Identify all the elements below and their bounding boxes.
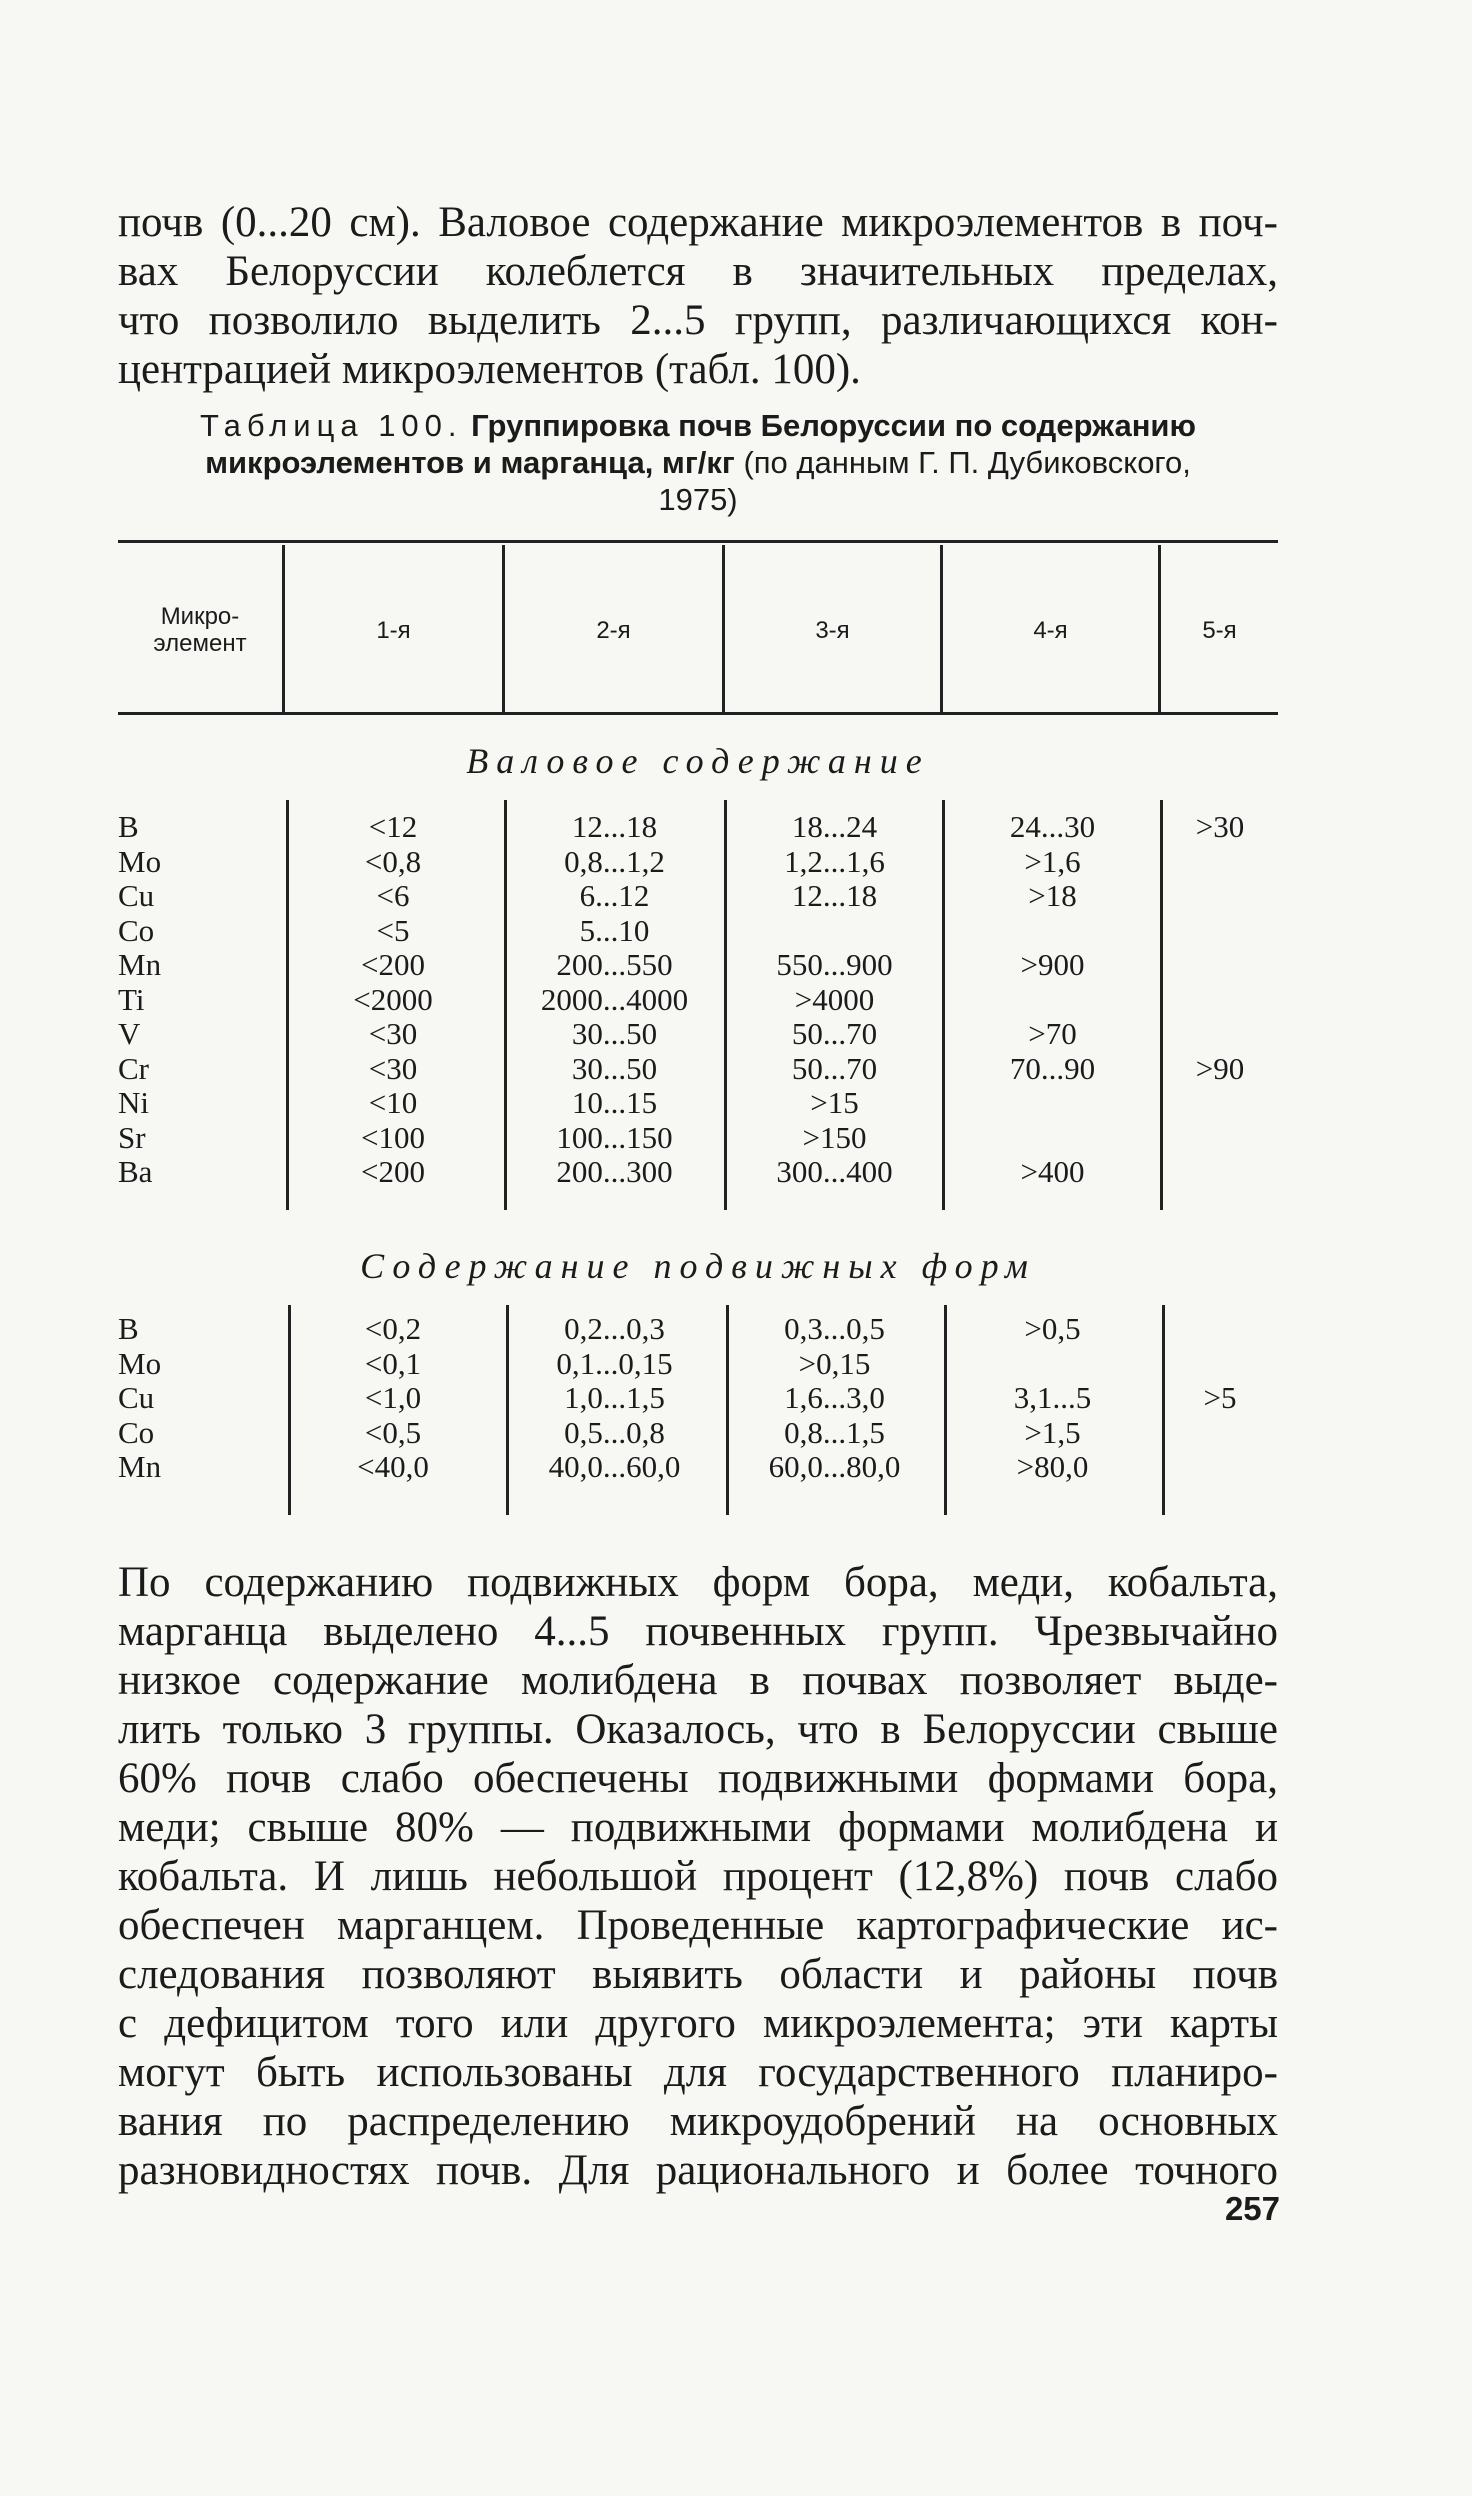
table-row xyxy=(0,1121,1472,1156)
body-paragraph xyxy=(118,1558,1278,2195)
cell-group-3: >0,15 xyxy=(798,1345,871,1381)
table-source-year: 1975) xyxy=(658,482,738,517)
cell-group-1: <200 xyxy=(361,947,425,982)
text-line: следования позволяют выявить области и районы почв xyxy=(118,1951,1278,1998)
cell-group-2: 6...12 xyxy=(579,878,650,913)
table-title-line2: микроэлементов и марганца, мг/кг xyxy=(205,445,735,480)
cell-group-3: 0,8...1,5 xyxy=(784,1414,885,1450)
table-row xyxy=(0,914,1472,949)
intro-paragraph xyxy=(118,198,1278,394)
table-row xyxy=(0,1052,1472,1087)
cell-group-4: 70...90 xyxy=(1009,1050,1096,1086)
cell-element: Mo xyxy=(118,843,162,879)
table-row xyxy=(0,948,1472,983)
cell-group-2: 100...150 xyxy=(556,1119,673,1155)
table-row xyxy=(0,845,1472,880)
cell-group-1: <1,0 xyxy=(364,1380,422,1415)
cell-element: Ti xyxy=(118,981,145,1017)
cell-group-3: >15 xyxy=(810,1085,859,1120)
header-element-line1: Микро- xyxy=(160,603,240,630)
table-row xyxy=(0,810,1472,845)
cell-group-1: <12 xyxy=(368,809,418,844)
cell-group-1: <100 xyxy=(361,1119,425,1155)
cell-element: Cr xyxy=(118,1050,149,1086)
cell-group-2: 30...50 xyxy=(571,1016,658,1051)
cell-group-3: >4000 xyxy=(794,981,875,1017)
cell-group-3: 50...70 xyxy=(791,1050,878,1086)
cell-group-2: 30...50 xyxy=(571,1050,658,1086)
cell-element: B xyxy=(118,809,139,844)
cell-group-1: <10 xyxy=(368,1085,418,1120)
header-group-4: 4-я xyxy=(1033,616,1068,644)
header-group-3: 3-я xyxy=(815,616,850,644)
cell-group-4: 3,1...5 xyxy=(1013,1380,1092,1415)
text-line: вах Белоруссии колеблется в значительных пределах, xyxy=(118,248,1278,295)
table-source: (по данным Г. П. Дубиковского, xyxy=(743,445,1191,480)
table-top-rule xyxy=(118,540,1278,543)
cell-group-2: 0,5...0,8 xyxy=(564,1414,665,1450)
table-row xyxy=(0,1086,1472,1121)
header-element-line2: элемент xyxy=(153,630,247,657)
section-title-total: Валовое содержание xyxy=(466,741,930,781)
cell-element: Sr xyxy=(118,1119,146,1155)
text-line: меди; свыше 80% — подвижными формами молибдена и xyxy=(118,1804,1278,1851)
text-line: кобальта. И лишь небольшой процент (12,8%) почв слабо xyxy=(118,1853,1278,1900)
header-group-2: 2-я xyxy=(596,616,631,644)
cell-group-2: 0,1...0,15 xyxy=(556,1345,673,1381)
cell-element: Co xyxy=(118,1414,155,1450)
cell-group-1: <30 xyxy=(368,1016,418,1051)
table-caption xyxy=(118,407,1278,518)
table-row xyxy=(0,879,1472,914)
cell-group-2: 0,8...1,2 xyxy=(564,843,665,879)
text-line: центрацией микроэлементов (табл. 100). xyxy=(118,346,861,393)
cell-group-4: >18 xyxy=(1028,878,1077,913)
cell-group-3: 1,6...3,0 xyxy=(784,1380,885,1415)
cell-group-3: 550...900 xyxy=(776,947,893,982)
cell-group-5: >5 xyxy=(1203,1380,1237,1415)
cell-group-4: >1,6 xyxy=(1024,843,1081,879)
cell-group-1: <5 xyxy=(376,912,410,948)
cell-group-1: <6 xyxy=(376,878,410,913)
cell-element: Mo xyxy=(118,1345,162,1381)
cell-group-3: 18...24 xyxy=(791,809,878,844)
table-row xyxy=(0,983,1472,1018)
cell-group-1: <0,1 xyxy=(364,1345,422,1381)
cell-group-4: >70 xyxy=(1028,1016,1077,1051)
table-label: Таблица 100. xyxy=(200,408,463,443)
cell-group-5: >90 xyxy=(1195,1050,1245,1086)
text-line: 60% почв слабо обеспечены подвижными формами бора, xyxy=(118,1755,1278,1802)
cell-group-3: 0,3...0,5 xyxy=(784,1311,885,1346)
text-line: низкое содержание молибдена в почвах позволяет выде- xyxy=(118,1657,1278,1704)
text-line: с дефицитом того или другого микроэлемента; эти карты xyxy=(118,2000,1278,2047)
header-element xyxy=(118,545,282,715)
table-row xyxy=(0,1347,1472,1382)
text-line: могут быть использованы для государственного планиро- xyxy=(118,2049,1278,2096)
cell-element: Cu xyxy=(118,1380,155,1415)
cell-element: Mn xyxy=(118,1449,162,1484)
cell-group-2: 5...10 xyxy=(579,912,650,948)
cell-group-4: >80,0 xyxy=(1016,1449,1089,1484)
cell-group-1: <200 xyxy=(361,1154,425,1189)
cell-group-1: <40,0 xyxy=(357,1449,429,1484)
cell-group-1: <30 xyxy=(368,1050,418,1086)
table-title-line1: Группировка почв Белоруссии по содержанию xyxy=(471,408,1196,443)
cell-group-3: 1,2...1,6 xyxy=(784,843,885,879)
header-group-1: 1-я xyxy=(376,616,411,644)
cell-group-4: >0,5 xyxy=(1024,1311,1081,1346)
cell-group-2: 200...300 xyxy=(556,1154,673,1189)
cell-group-3: 50...70 xyxy=(791,1016,878,1051)
cell-group-2: 10...15 xyxy=(571,1085,658,1120)
cell-group-4: >1,5 xyxy=(1024,1414,1081,1450)
cell-element: Ni xyxy=(118,1085,149,1120)
cell-group-3: 60,0...80,0 xyxy=(768,1449,901,1484)
cell-group-2: 200...550 xyxy=(556,947,673,982)
cell-group-3: 300...400 xyxy=(776,1154,893,1189)
cell-element: Cu xyxy=(118,878,155,913)
table-row xyxy=(0,1312,1472,1347)
table-row xyxy=(0,1155,1472,1190)
text-line: лить только 3 группы. Оказалось, что в Белоруссии свыше xyxy=(118,1706,1278,1753)
cell-element: Co xyxy=(118,912,155,948)
cell-group-4: 24...30 xyxy=(1009,809,1096,844)
section-mobile-rows xyxy=(0,1312,1472,1485)
text-line: что позволило выделить 2...5 групп, различающихся кон- xyxy=(118,297,1278,344)
cell-group-3: >150 xyxy=(802,1119,867,1155)
table-row xyxy=(0,1450,1472,1485)
cell-group-2: 0,2...0,3 xyxy=(564,1311,665,1346)
cell-group-1: <0,8 xyxy=(364,843,422,879)
cell-element: V xyxy=(118,1016,141,1051)
text-line: По содержанию подвижных форм бора, меди, кобальта, xyxy=(118,1559,1278,1606)
cell-group-4: >900 xyxy=(1020,947,1085,982)
cell-group-4: >400 xyxy=(1020,1154,1085,1189)
page-number: 257 xyxy=(1224,2190,1280,2227)
cell-group-2: 12...18 xyxy=(571,809,658,844)
header-group-5: 5-я xyxy=(1202,616,1237,644)
text-line: вания по распределению микроудобрений на основных xyxy=(118,2098,1278,2145)
table-row xyxy=(0,1381,1472,1416)
section-total-rows xyxy=(0,810,1472,1190)
cell-group-2: 40,0...60,0 xyxy=(548,1449,681,1484)
table-row xyxy=(0,1017,1472,1052)
text-line: марганца выделено 4...5 почвенных групп. Чрезвычайно xyxy=(118,1608,1278,1655)
cell-group-1: <0,5 xyxy=(364,1414,422,1450)
cell-element: B xyxy=(118,1311,139,1346)
cell-group-1: <0,2 xyxy=(364,1311,422,1346)
cell-group-2: 2000...4000 xyxy=(540,981,689,1017)
cell-group-2: 1,0...1,5 xyxy=(564,1380,665,1415)
text-line: почв (0...20 см). Валовое содержание микроэлементов в поч- xyxy=(118,199,1278,246)
cell-group-3: 12...18 xyxy=(791,878,878,913)
cell-element: Mn xyxy=(118,947,162,982)
cell-group-5: >30 xyxy=(1195,809,1245,844)
cell-element: Ba xyxy=(118,1154,153,1189)
text-line: разновидностях почв. Для рационального и более точного xyxy=(118,2147,1278,2194)
text-line: обеспечен марганцем. Проведенные картографические ис- xyxy=(118,1902,1278,1949)
table-row xyxy=(0,1416,1472,1451)
cell-group-1: <2000 xyxy=(353,981,433,1017)
section-title-mobile: Содержание подвижных форм xyxy=(360,1246,1036,1286)
